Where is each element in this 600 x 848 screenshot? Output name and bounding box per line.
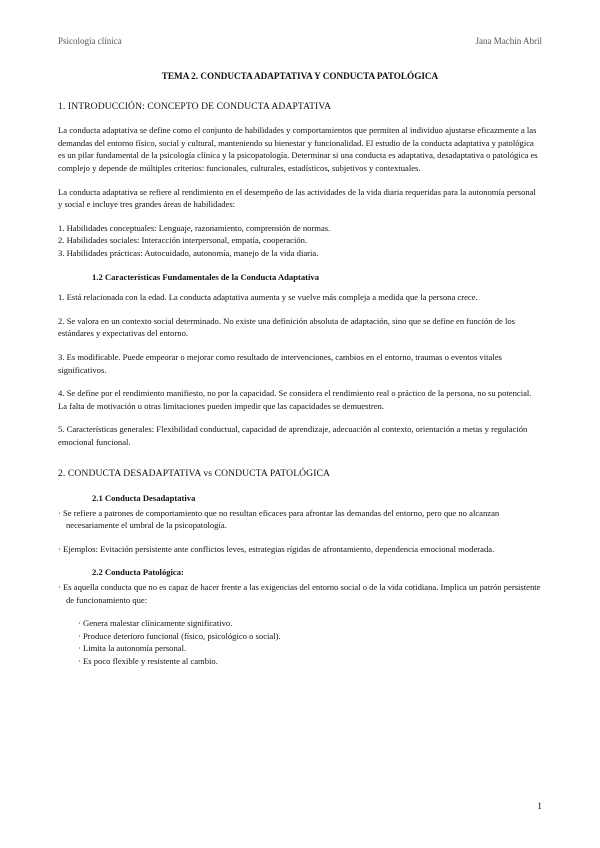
desadaptativa-bullets bbox=[58, 507, 542, 556]
header-course: Psicología clínica bbox=[58, 36, 122, 46]
list-item: 2. Habilidades sociales: Interacción interpersonal, empatía, cooperación. bbox=[58, 235, 308, 246]
list-item: · Ejemplos: Evitación persistente ante conflictos leves, estrategias rígidas de afrontamiento, dependencia emocional moderada. bbox=[58, 543, 495, 554]
section1-heading: 1. INTRODUCCIÓN: CONCEPTO DE CONDUCTA ADAPTATIVA bbox=[58, 100, 332, 112]
section1-subheading: 1.2 Características Fundamentales de la Conducta Adaptativa bbox=[92, 271, 320, 282]
list-item: · Produce deterioro funcional (físico, psicológico o social). bbox=[78, 630, 281, 641]
characteristic-item: 4. Se define por el rendimiento manifiesto, no por la capacidad. Se considera el rendimiento real o práctico de la persona, no su potencial. La falta de motivación u otras limitaciones pueden impedir que las capacidades se demuestren. bbox=[58, 388, 532, 411]
section1-paragraph-2: La conducta adaptativa se refiere al rendimiento en el desempeño de las actividades de la vida diaria requeridas para la autonomía personal y social e incluye tres grandes áreas de habilidades: bbox=[58, 186, 536, 210]
page-title: TEMA 2. CONDUCTA ADAPTATIVA Y CONDUCTA PATOLÓGICA bbox=[161, 71, 439, 81]
list-item: · Es poco flexible y resistente al cambio. bbox=[78, 656, 218, 666]
characteristic-item: 2. Se valora en un contexto social determinado. No existe una definición absoluta de adaptación, sino que se define en función de los estándares y expectativas del entorno. bbox=[58, 315, 516, 339]
list-item: · Limita la autonomía personal. bbox=[78, 643, 187, 654]
list-item: 1. Habilidades conceptuales: Lenguaje, razonamiento, comprensión de normas. bbox=[58, 222, 331, 233]
section2-subheading-patologica: 2.2 Conducta Patológica: bbox=[92, 567, 184, 578]
characteristic-item: 5. Características generales: Flexibilidad conductual, capacidad de aprendizaje, adecuación al contexto, orientación a metas y regulación emocional funcional. bbox=[58, 424, 528, 447]
skill-areas-list bbox=[58, 222, 542, 260]
section2-heading: 2. CONDUCTA DESADAPTATIVA vs CONDUCTA PATOLÓGICA bbox=[58, 468, 331, 480]
list-item: · Se refiere a patrones de comportamiento que no resultan eficaces para afrontar las demandas del entorno, pero que no alcanzan necesariamente el umbral de la psicopatología. bbox=[58, 507, 500, 531]
page-content bbox=[58, 70, 542, 668]
page-number: 1 bbox=[537, 802, 542, 812]
characteristic-item: 1. Está relacionada con la edad. La conducta adaptativa aumenta y se vuelve más compleja a medida que la persona crece. bbox=[58, 292, 478, 303]
patologica-intro: · Es aquella conducta que no es capaz de hacer frente a las exigencias del entorno social o de la vida cotidiana. Implica un patrón persistente de funcionamiento que: bbox=[58, 582, 541, 605]
section2-subheading-desadaptativa: 2.1 Conducta Desadaptativa bbox=[92, 493, 196, 504]
list-item: · Genera malestar clínicamente significativo. bbox=[78, 618, 233, 629]
characteristic-item: 3. Es modificable. Puede empeorar o mejorar como resultado de intervenciones, cambios en el entorno, traumas o eventos vitales significativos. bbox=[58, 351, 502, 375]
header-author: Jana Machín Abril bbox=[475, 36, 542, 46]
section1-paragraph-1: La conducta adaptativa se define como el conjunto de habilidades y comportamientos que permiten al individuo ajustarse eficazmente a las demandas del entorno físico, social y cultural, manteniendo su bienestar y funcionalidad. El estudio de la conducta adaptativa y patológica es un pilar fundamental de la psicología clínica y la psicopatología. Determinar si una conducta es adaptativa, desadaptativa o patológica es complejo y depende de múltiples criterios: funcionales, culturales, estadísticos, subjetivos y contextuales. bbox=[58, 125, 538, 173]
list-item: 3. Habilidades prácticas: Autocuidado, autonomía, manejo de la vida diaria. bbox=[58, 247, 319, 258]
patologica-criteria-list bbox=[78, 617, 542, 667]
